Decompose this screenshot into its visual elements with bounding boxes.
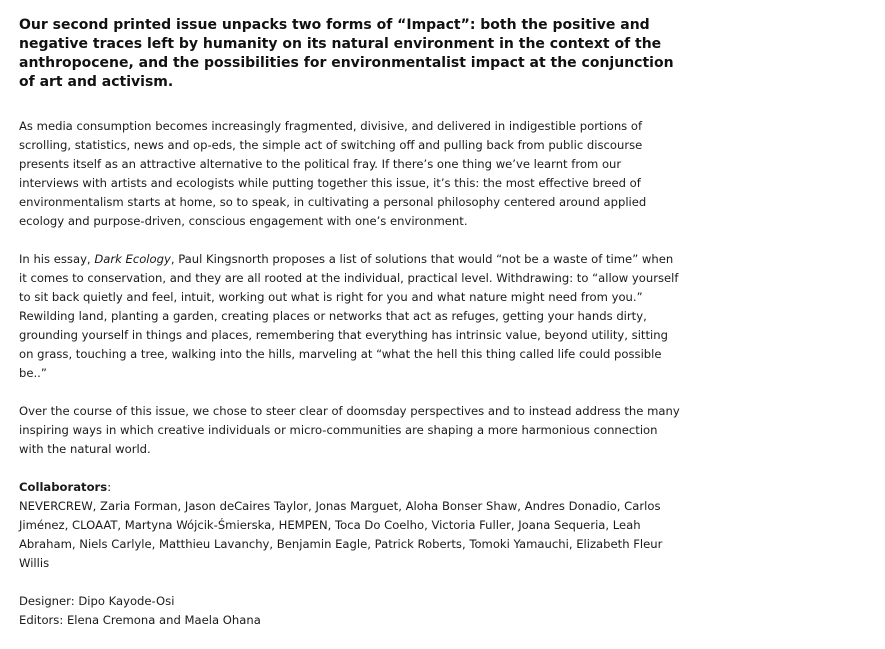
credits-section <box>19 592 684 630</box>
paragraph-doomsday: Over the course of this issue, we chose to steer clear of doomsday perspectives and to instead address the many inspiring ways in which creative individuals or micro-communities are shaping a more harmonious connection with the natural world. <box>19 404 680 456</box>
collaborators-list: NEVERCREW, Zaria Forman, Jason deCaires Taylor, Jonas Marguet, Aloha Bonser Shaw, Andres Donadio, Carlos Jiménez, CLOAAT, Martyna Wójcik-Śmierska, HEMPEN, Toca Do Coelho, Victoria Fuller, Joana Sequeria, Leah Abraham, Niels Carlyle, Matthieu Lavanchy, Benjamin Eagle, Patrick Roberts, Tomoki Yamauchi, Elizabeth Fleur Willis <box>19 499 663 570</box>
paragraph-dark-ecology <box>19 250 684 383</box>
collaborators-section <box>19 478 684 573</box>
editors-credit: Editors: Elena Cremona and Maela Ohana <box>19 613 261 627</box>
designer-credit: Designer: Dipo Kayode-Osi <box>19 594 175 608</box>
intro-heading: Our second printed issue unpacks two forms of “Impact”: both the positive and negative traces left by humanity on its natural environment in the context of the anthropocene, and the possibilities for environmentalist impact at the conjunction of art and activism. <box>19 17 674 90</box>
collaborators-label: Collaborators <box>19 480 108 494</box>
paragraph-dark-ecology-after: , Paul Kingsnorth proposes a list of solutions that would “not be a waste of time” when it comes to conservation, and they are all rooted at the individual, practical level. Withdrawing: to “allow yourself to sit back quietly and feel, intuit, working out what is right for you and what nature might need from you.” Rewilding land, planting a garden, creating places or networks that act as refuges, getting your hands dirty, grounding yourself in things and places, remembering that everything has intrinsic value, beyond utility, sitting on grass, touching a tree, walking into the hills, marveling at “what the hell this thing called life could possible be..” <box>19 252 679 380</box>
collaborators-colon: : <box>107 480 112 494</box>
article-body <box>19 16 684 649</box>
paragraph-media-consumption: As media consumption becomes increasingly fragmented, divisive, and delivered in indigestible portions of scrolling, statistics, news and op-eds, the simple act of switching off and pulling back from public discourse presents itself as an attractive alternative to the political fray. If there’s one thing we’ve learnt from our interviews with artists and ecologists while putting together this issue, it’s this: the most effective breed of environmentalism starts at home, so to speak, in cultivating a personal philosophy centered around applied ecology and purpose-driven, conscious engagement with one’s environment. <box>19 119 647 228</box>
book-title: Dark Ecology <box>94 252 171 266</box>
paragraph-dark-ecology-before: In his essay, <box>19 252 95 266</box>
